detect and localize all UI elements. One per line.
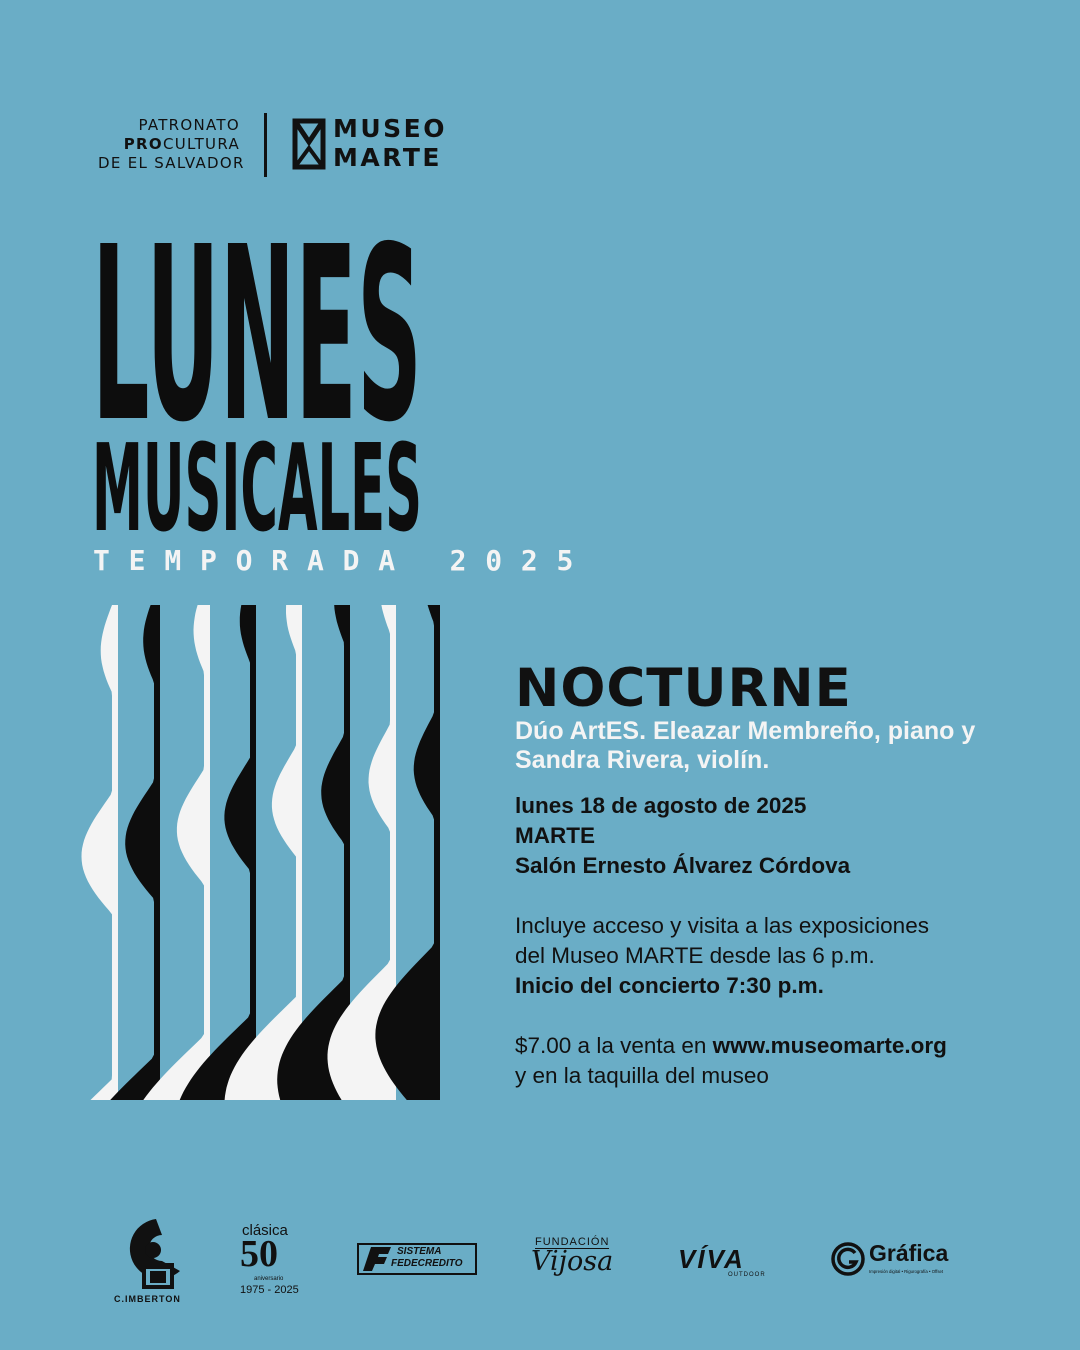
event-venue: MARTE	[515, 823, 595, 848]
wave-graphic	[20, 605, 450, 1104]
includes-line-1: Incluye acceso y visita a las exposiciones	[515, 913, 929, 938]
concert-start-time: Inicio del concierto 7:30 p.m.	[515, 973, 824, 998]
event-performers: Dúo ArtES. Eleazar Membreño, piano y Sandra Rivera, violín.	[515, 717, 976, 774]
wave-strip	[225, 605, 302, 1100]
includes-line-2: del Museo MARTE desde las 6 p.m.	[515, 943, 875, 968]
fedecredito-logo: SISTEMA FEDECREDITO	[357, 1243, 481, 1275]
patronato-procultura-logo	[98, 116, 245, 173]
event-price	[515, 1031, 1075, 1091]
event-date: lunes 18 de agosto de 2025	[515, 793, 807, 818]
grafica-g-icon	[831, 1242, 865, 1276]
title-musicales: MUSICALES	[92, 419, 422, 534]
museo-word: MUSEO	[333, 114, 448, 143]
imberton-logo	[116, 1213, 188, 1305]
season-subtitle: TEMPORADA 2025	[93, 544, 593, 577]
marte-word: MARTE	[333, 143, 442, 172]
grafica-logo: Gráfica Impresión digital • Rigurografía • Offset	[831, 1240, 961, 1280]
website-link[interactable]: www.museomarte.org	[712, 1033, 947, 1058]
price-line-2: y en la taquilla del museo	[515, 1063, 769, 1088]
event-title: NOCTURNE	[515, 658, 852, 719]
wave-strip	[375, 605, 440, 1100]
imberton-label: C.IMBERTON	[114, 1294, 181, 1304]
wave-strip	[82, 605, 119, 1100]
event-room: Salón Ernesto Álvarez Córdova	[515, 853, 851, 878]
clasica-50-logo: clásica 50 aniversario 1975 - 2025	[240, 1222, 299, 1296]
fundacion-vijosa-logo: FUNDACIÓN Vijosa	[531, 1236, 614, 1277]
patronato-line-2: PROCULTURA	[123, 135, 240, 153]
header-divider	[264, 113, 267, 177]
event-includes	[515, 911, 1075, 1001]
lunes-musicales-title	[88, 234, 428, 538]
patronato-line-3: DE EL SALVADOR	[98, 154, 245, 172]
viva-outdoor-logo: VÍVA OUTDOOR	[678, 1244, 766, 1278]
title-lunes: LUNES	[92, 234, 422, 476]
patronato-line-1: PATRONATO	[138, 116, 240, 134]
price-line-1: $7.00 a la venta en www.museomarte.org	[515, 1033, 947, 1058]
event-details	[515, 791, 1075, 881]
museo-marte-m-icon	[292, 118, 326, 174]
museo-marte-logo-text	[333, 114, 447, 172]
